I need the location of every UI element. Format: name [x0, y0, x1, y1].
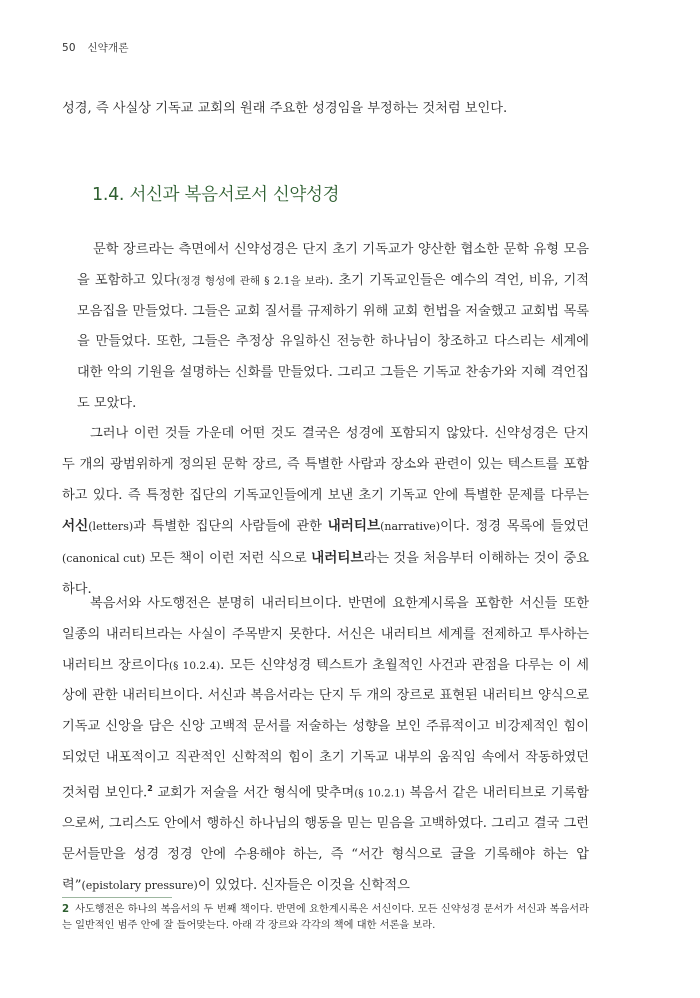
cross-reference-1: (§ 10.2.4) [169, 659, 221, 672]
footnote-divider [62, 897, 172, 898]
paragraph-3-text-cont-4: 이 있었다. 신자들은 이것을 신학적으 [197, 877, 410, 893]
footnote-number: 2 [62, 904, 70, 915]
paragraph-3-text-cont-3: 복음서 같은 내러티브로 기록함으로써, 그리스도 안에서 행하신 하나님의 행동을 믿는 믿음을 고백하였다. 그리고 결국 그런 문서들만을 성경 정경 안에 수용해야 하는, 즉 “서간 형식으로 글을 기록해야 하는 압력” [62, 785, 589, 893]
paragraph-2-text-cont-3: 모든 책이 이런 저런 식으로 [145, 551, 312, 567]
term-narrative-2: 내러티브 [311, 550, 364, 567]
paragraph-2 [62, 419, 589, 606]
footnote [62, 902, 589, 933]
cross-reference-2: (§ 10.2.1) [354, 787, 405, 800]
paragraph-1 [77, 235, 589, 420]
paragraph-2-text-cont-2: 이다. 정경 목록에 들었던 [440, 519, 589, 535]
page-number: 50 [62, 42, 76, 54]
paragraph-3-text-cont: . 모든 신약성경 텍스트가 초월적인 사건과 관점을 다루는 이 세상에 관한 내러티브이다. 서신과 복음서라는 단지 두 개의 장르로 표현된 내러티브 양식으로 기독교 신앙을 담은 신앙 고백적 문서를 저술하는 성향을 보인 주류적이고 비강제적인 힘이 되었던 내포적이고 직관적인 신학적의 힘이 초기 기독교 내부의 움직임 속에서 작동하였던 것처럼 보인다. [62, 657, 589, 801]
section-body [77, 235, 589, 420]
paragraph-3-text: 복음서와 사도행전은 분명히 내러티브이다. 반면에 요한계시록을 포함한 서신들 또한 일종의 내러티브라는 사실이 주목받지 못한다. 서신은 내러티브 세계를 전제하고 투사하는 내러티브 장르이다 [62, 596, 589, 673]
latin-gloss-narrative: (narrative) [380, 520, 441, 534]
book-title: 신약개론 [87, 42, 129, 54]
running-head [62, 40, 129, 55]
latin-gloss-letters: (letters) [88, 520, 134, 534]
cross-reference: (정경 형성에 관해 § 2.1을 보라) [176, 274, 330, 287]
paragraph-2-text-cont-4: 라는 것을 처음부터 이해하는 것이 중요하다. [62, 551, 589, 597]
paragraph-3-block [62, 589, 589, 901]
latin-gloss-epistolary-pressure: (epistolary pressure) [81, 878, 198, 892]
footnote-text: 사도행전은 하나의 복음서의 두 번째 책이다. 반면에 요한계시록은 서신이다. 모든 신약성경 문서가 서신과 복음서라는 일반적인 범주 안에 잘 들어맞는다. 아래 각 장르와 각각의 책에 대한 서론을 보라. [62, 904, 589, 931]
paragraph-3 [62, 589, 589, 901]
continued-paragraph [62, 95, 589, 123]
paragraph-3-text-cont-2: 교회가 저술을 서간 형식에 맞추며 [152, 785, 355, 801]
paragraph-2-text: 그러나 이런 것들 가운데 어떤 것도 결국은 성경에 포함되지 않았다. 신약성경은 단지 두 개의 광범위하게 정의된 문학 장르, 즉 특별한 사람과 장소와 관련이 있는 텍스트를 포함하고 있다. 즉 특정한 집단의 기독교인들에게 보낸 초기 기독교 안에 특별한 문제를 다루는 [62, 426, 589, 503]
paragraph-1-text-cont: . 초기 기독교인들은 예수의 격언, 비유, 기적 모음집을 만들었다. 그들은 교회 질서를 규제하기 위해 교회 헌법을 저술했고 교회법 목록을 만들었다. 또한, 그들은 추정상 유일하신 전능한 하나님이 창조하고 다스리는 세계에 대한 악의 기원을 설명하는 신화를 만들었다. 그리고 그들은 기독교 찬송가와 지혜 격언집도 모았다. [77, 272, 589, 411]
term-narrative: 내러티브 [327, 518, 381, 535]
footnote-marker[interactable]: 2 [147, 783, 153, 793]
section-heading: 1.4. 서신과 복음서로서 신약성경 [92, 185, 340, 205]
latin-gloss-canonical-cut: (canonical cut) [62, 552, 146, 566]
paragraph-1-text: 문학 장르라는 측면에서 신약성경은 단지 초기 기독교가 양산한 협소한 문학 유형 모음을 포함하고 있다 [77, 242, 589, 288]
paragraph-2-block [62, 419, 589, 606]
continued-paragraph-text: 성경, 즉 사실상 기독교 교회의 원래 주요한 성경임을 부정하는 것처럼 보인다. [62, 101, 508, 116]
term-letters: 서신 [62, 518, 89, 535]
paragraph-2-text-cont: 과 특별한 집단의 사람들에 관한 [133, 519, 328, 535]
